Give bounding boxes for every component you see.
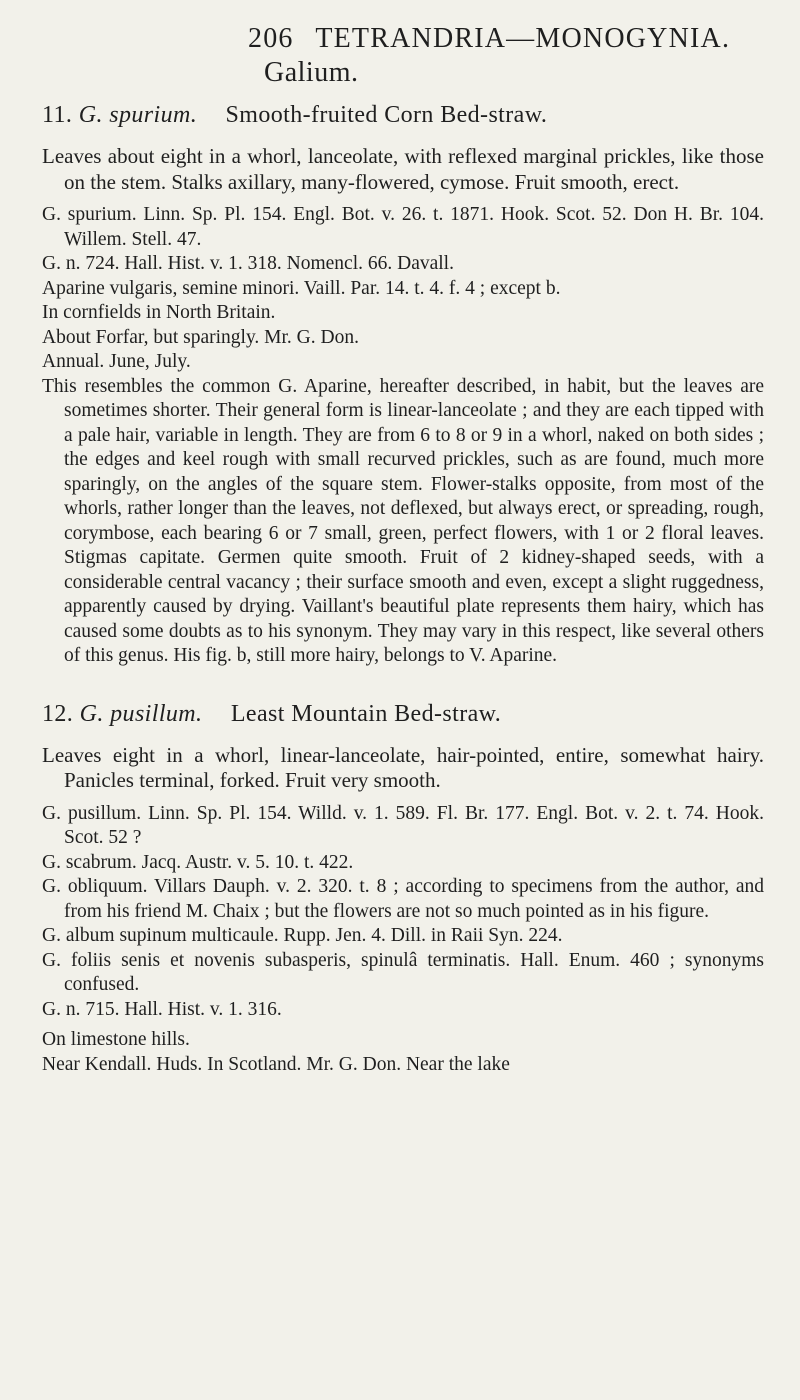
- species-number: 11.: [42, 102, 73, 128]
- species-description: Leaves about eight in a whorl, lanceolate, with reflexed marginal prickles, like those on the stem. Stalks axillary, many-flowered, cymose. Fruit smooth, erect.: [42, 144, 764, 194]
- synonym-line: G. obliquum. Villars Dauph. v. 2. 320. t. 8 ; according to specimens from the author, and from his friend M. Chaix ; but the flowers are not so much pointed as in his figure.: [42, 876, 764, 922]
- species-entry-12: [42, 699, 764, 1078]
- species-heading: [42, 699, 764, 729]
- header-title: TETRANDRIA—MONOGYNIA.: [315, 23, 731, 54]
- synonym-line: G. album supinum multicaule. Rupp. Jen. 4. Dill. in Raii Syn. 224.: [42, 925, 563, 946]
- species-latin-name: G. pusillum.: [79, 700, 203, 727]
- locality-line: About Forfar, but sparingly. Mr. G. Don.: [42, 326, 359, 348]
- synonym-line: Aparine vulgaris, semine minori. Vaill. Par. 14. t. 4. f. 4 ; except b.: [42, 277, 561, 299]
- page-number: 206: [248, 23, 294, 54]
- species-english-name: Smooth-fruited Corn Bed-straw.: [225, 102, 548, 128]
- synonym-line: G. scabrum. Jacq. Austr. v. 5. 10. t. 422.: [42, 851, 354, 873]
- synonym-line: G. n. 715. Hall. Hist. v. 1. 316.: [42, 998, 282, 1020]
- duration-line: Annual. June, July.: [42, 351, 191, 372]
- synonym-line: G. pusillum. Linn. Sp. Pl. 154. Willd. v. 1. 589. Fl. Br. 177. Engl. Bot. v. 2. t. 74. Hook. Scot. 52 ?: [42, 802, 764, 848]
- header-genus: Galium.: [264, 57, 359, 88]
- synonym-line: G. n. 724. Hall. Hist. v. 1. 318. Nomencl. 66. Davall.: [42, 253, 454, 274]
- species-notes: This resembles the common G. Aparine, hereafter described, in habit, but the leaves are sometimes shorter. Their general form is linear-lanceolate ; and they are each tipped with a pale hair, variable in length. They are from 6 to 8 or 9 in a whorl, naked on both sides ; the edges and keel rough with small recurved prickles, such as are found, much more sparingly, on the angles of the square stem. Flower-stalks opposite, from most of the whorls, rather longer than the leaves, not deflexed, but always erect, or spreading, rough, corymbose, each bearing 6 or 7 small, green, perfect flowers, with 1 or 2 floral leaves. Stigmas capitate. Germen quite smooth. Fruit of 2 kidney-shaped seeds, with a considerable central vacancy ; their surface smooth and even, except a slight ruggedness, apparently caused by drying. Vaillant's beautiful plate represents them hairy, which has caused some doubts as to his synonym. They may vary in this respect, like several others of this genus. His fig. b, still more hairy, belongs to V. Aparine.: [42, 375, 764, 666]
- synonym-line: G. spurium. Linn. Sp. Pl. 154. Engl. Bot. v. 26. t. 1871. Hook. Scot. 52. Don H. Br. 104. Willem. Stell. 47.: [42, 204, 764, 250]
- species-description: Leaves eight in a whorl, linear-lanceolate, hair-pointed, entire, somewhat hairy. Panicles terminal, forked. Fruit very smooth.: [42, 742, 764, 792]
- species-latin-name: G. spurium.: [78, 102, 198, 128]
- running-header: [42, 22, 764, 90]
- species-english-name: Least Mountain Bed-straw.: [230, 700, 502, 727]
- synonym-line: G. foliis senis et novenis subasperis, spinulâ terminatis. Hall. Enum. 460 ; synonyms confused.: [42, 949, 764, 995]
- habitat-line: In cornfields in North Britain.: [42, 302, 276, 323]
- species-heading: [42, 100, 764, 130]
- locality-line: Near Kendall. Huds. In Scotland. Mr. G. Don. Near the lake: [42, 1053, 510, 1075]
- species-entry-11: [42, 100, 764, 669]
- species-number: 12.: [42, 700, 74, 727]
- habitat-line: On limestone hills.: [42, 1029, 190, 1050]
